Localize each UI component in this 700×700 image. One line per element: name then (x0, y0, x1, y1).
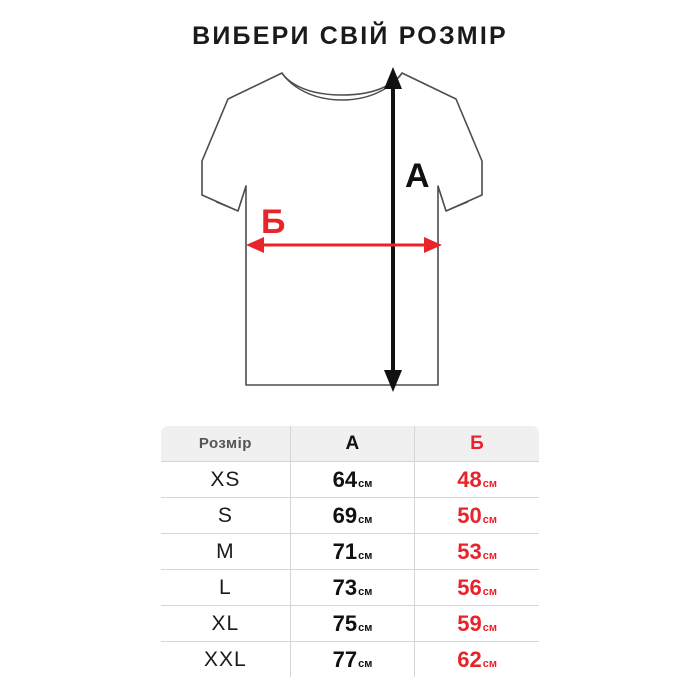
cell-size: M (161, 534, 291, 570)
cell-size: XS (161, 462, 291, 498)
cell-a (290, 462, 415, 498)
unit-b: см (482, 621, 498, 634)
value-b: 48 (457, 466, 482, 492)
tshirt-size-diagram (150, 55, 550, 400)
cell-size: S (161, 498, 291, 534)
cell-a (290, 642, 415, 678)
size-chart-table (160, 425, 540, 678)
table-row (161, 534, 540, 570)
value-a: 71 (332, 538, 358, 564)
value-b: 59 (457, 610, 482, 636)
page-title: ВИБЕРИ СВІЙ РОЗМІР (192, 22, 508, 50)
unit-a: см (358, 621, 373, 634)
header-b: Б (415, 426, 540, 462)
cell-b (415, 642, 540, 678)
table-row (161, 606, 540, 642)
value-a: 64 (332, 466, 358, 492)
cell-a (290, 570, 415, 606)
value-b: 56 (457, 574, 482, 600)
unit-a: см (358, 585, 373, 598)
unit-b: см (482, 657, 498, 670)
cell-a (290, 498, 415, 534)
cell-b (415, 570, 540, 606)
unit-a: см (358, 549, 373, 562)
unit-a: см (358, 477, 373, 490)
table-row (161, 498, 540, 534)
table-header-row (161, 426, 540, 462)
unit-b: см (482, 549, 498, 562)
value-b: 62 (457, 646, 482, 672)
table-row (161, 462, 540, 498)
dimension-label-b: Б (261, 203, 286, 241)
value-a: 77 (332, 646, 358, 672)
tshirt-outline-icon (150, 55, 550, 400)
cell-b (415, 534, 540, 570)
value-a: 73 (332, 574, 358, 600)
cell-a (290, 534, 415, 570)
unit-b: см (482, 513, 498, 526)
cell-a (290, 606, 415, 642)
value-b: 53 (457, 538, 482, 564)
table-row (161, 570, 540, 606)
header-a: А (290, 426, 415, 462)
unit-b: см (482, 477, 498, 490)
cell-b (415, 462, 540, 498)
value-a: 69 (332, 502, 358, 528)
dimension-label-a: А (405, 157, 430, 195)
cell-b (415, 498, 540, 534)
value-b: 50 (457, 502, 482, 528)
value-a: 75 (332, 610, 358, 636)
unit-b: см (482, 585, 498, 598)
cell-size: XL (161, 606, 291, 642)
cell-size: L (161, 570, 291, 606)
unit-a: см (358, 657, 373, 670)
table-row (161, 642, 540, 678)
cell-b (415, 606, 540, 642)
unit-a: см (358, 513, 373, 526)
header-size: Розмір (161, 426, 291, 462)
cell-size: XXL (161, 642, 291, 678)
